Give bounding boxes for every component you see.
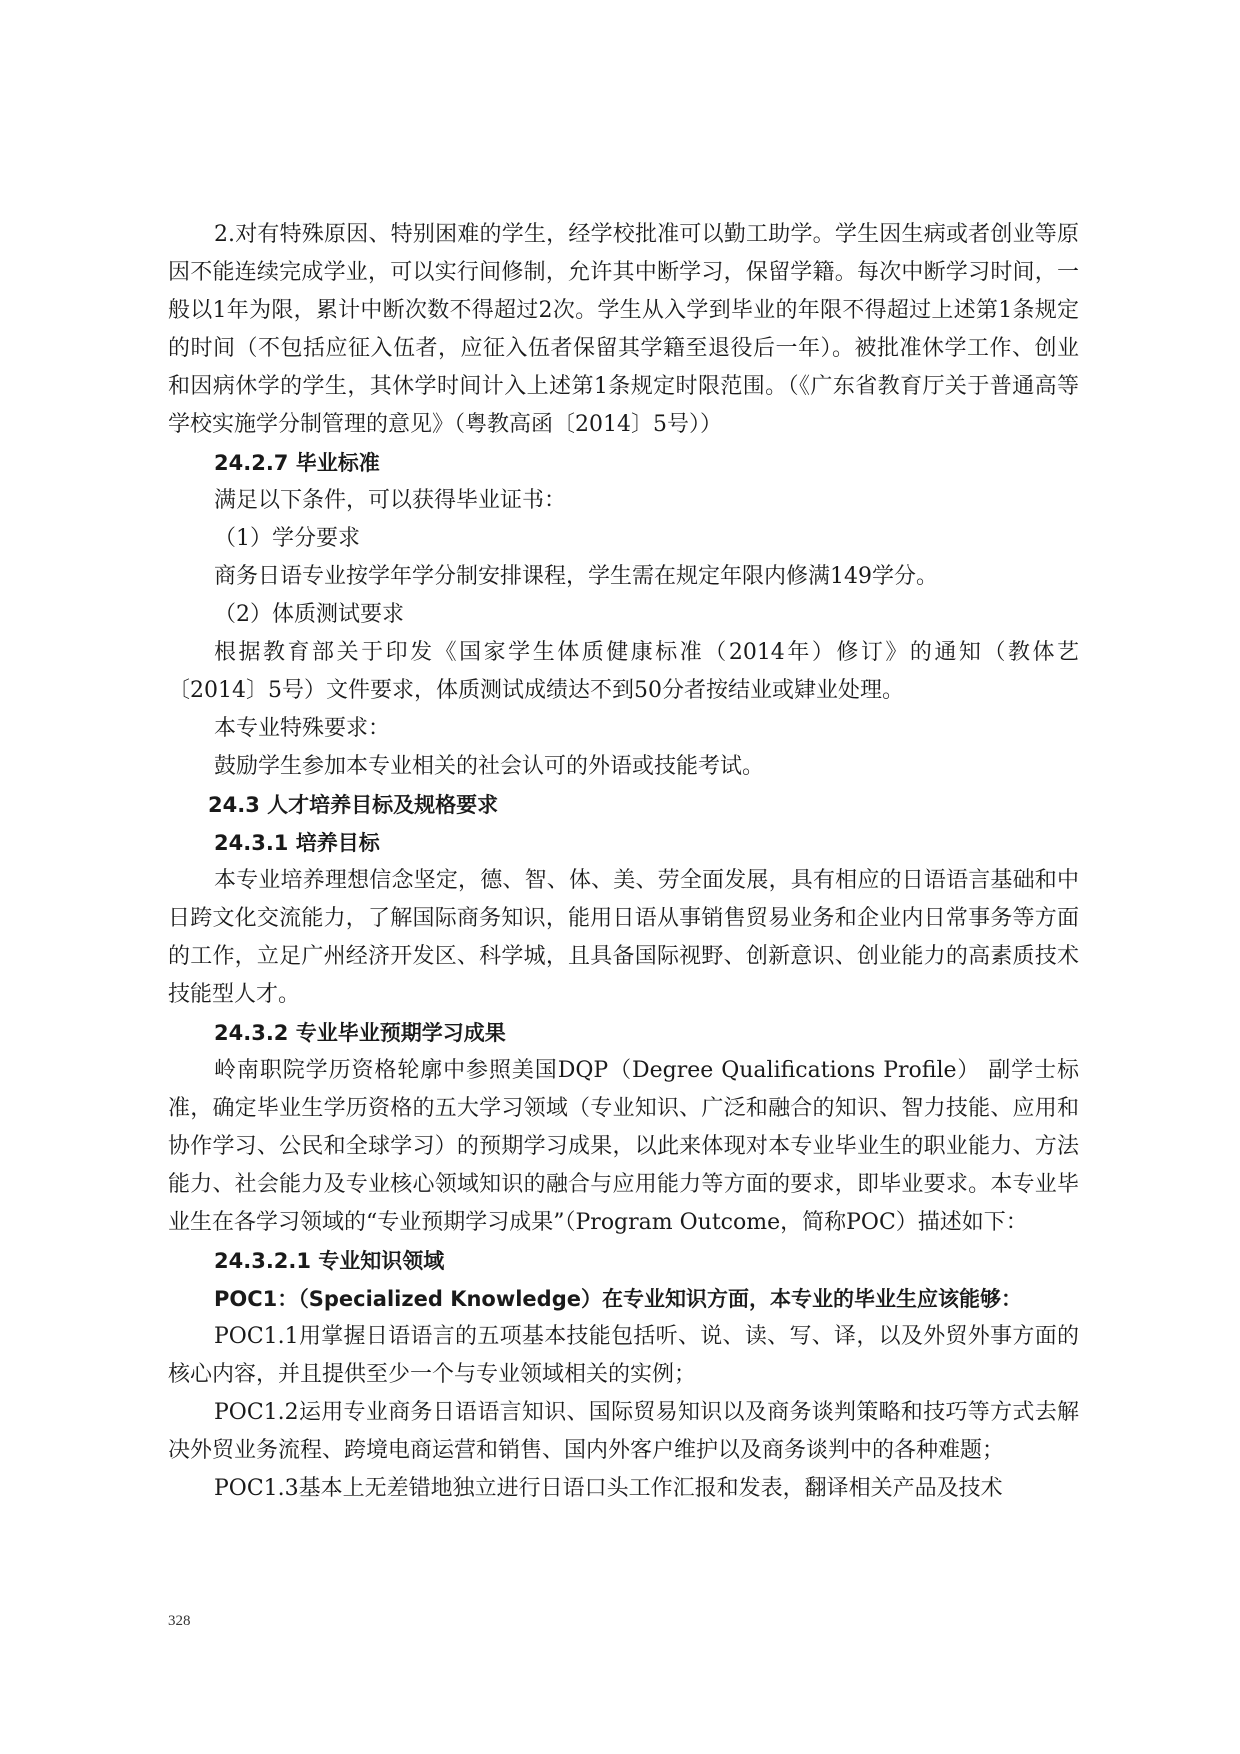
paragraph-special: 鼓励学生参加本专业相关的社会认可的外语或技能考试。	[214, 754, 765, 779]
paragraph-fitness: 根据教育部关于印发《国家学生体质健康标准（2014年）修订》的通知（教体艺〔2014〕5号）文件要求，体质测试成绩达不到50分者按结业或肄业处理。	[168, 640, 1079, 703]
heading-24-3-2-1: 24.3.2.1 专业知识领域	[214, 1249, 445, 1273]
page-number: 328	[168, 1613, 191, 1629]
heading-24-3-1: 24.3.1 培养目标	[214, 831, 380, 855]
poc1-3: POC1.3基本上无差错地独立进行日语口头工作汇报和发表，翻译相关产品及技术	[214, 1476, 1003, 1501]
poc1-1: POC1.1用掌握日语语言的五项基本技能包括听、说、读、写、译，以及外贸外事方面的核心内容，并且提供至少一个与专业领域相关的实例；	[168, 1324, 1079, 1387]
heading-24-3: 24.3 人才培养目标及规格要求	[208, 793, 499, 817]
paragraph-fitness-title: （2）体质测试要求	[214, 602, 404, 627]
poc1-2: POC1.2运用专业商务日语语言知识、国际贸易知识以及商务谈判策略和技巧等方式去解决外贸业务流程、跨境电商运营和销售、国内外客户维护以及商务谈判中的各种难题；	[168, 1400, 1079, 1463]
paragraph-schooling: 2.对有特殊原因、特别困难的学生，经学校批准可以勤工助学。学生因生病或者创业等原因不能连续完成学业，可以实行间修制，允许其中断学习，保留学籍。每次中断学习时间，一般以1年为限，累计中断次数不得超过2次。学生从入学到毕业的年限不得超过上述第1条规定的时间（不包括应征入伍者，应征入伍者保留其学籍至退役后一年）。被批准休学工作、创业和因病休学的学生，其休学时间计入上述第1条规定时限范围。（《广东省教育厅关于普通高等学校实施学分制管理的意见》（粤教高函〔2014〕5号））	[168, 222, 1079, 437]
paragraph-dqp: 岭南职院学历资格轮廓中参照美国DQP（Degree Qualifications Profile） 副学士标准，确定毕业生学历资格的五大学习领域（专业知识、广泛和融合的知识、智力技能、应用和协作学习、公民和全球学习）的预期学习成果，以此来体现对本专业毕业生的职业能力、方法能力、社会能力及专业核心领域知识的融合与应用能力等方面的要求，即毕业要求。本专业毕业生在各学习领域的“专业预期学习成果”（Program Outcome，简称POC）描述如下：	[168, 1058, 1079, 1235]
heading-24-3-2: 24.3.2 专业毕业预期学习成果	[214, 1021, 506, 1045]
paragraph-credit: 商务日语专业按学年学分制安排课程，学生需在规定年限内修满149学分。	[214, 564, 938, 589]
heading-24-2-7: 24.2.7 毕业标准	[214, 451, 380, 475]
paragraph-goal: 本专业培养理想信念坚定，德、智、体、美、劳全面发展，具有相应的日语语言基础和中日跨文化交流能力，了解国际商务知识，能用日语从事销售贸易业务和企业内日常事务等方面的工作，立足广州经济开发区、科学城，且具备国际视野、创新意识、创业能力的高素质技术技能型人才。	[168, 868, 1079, 1007]
poc1-title: POC1：（Specialized Knowledge）在专业知识方面，本专业的毕业生应该能够：	[214, 1287, 1022, 1311]
paragraph-conditions: 满足以下条件，可以获得毕业证书：	[214, 488, 567, 513]
document-body	[168, 216, 1079, 1508]
paragraph-special-title: 本专业特殊要求：	[214, 716, 391, 741]
paragraph-credit-title: （1）学分要求	[214, 526, 360, 551]
